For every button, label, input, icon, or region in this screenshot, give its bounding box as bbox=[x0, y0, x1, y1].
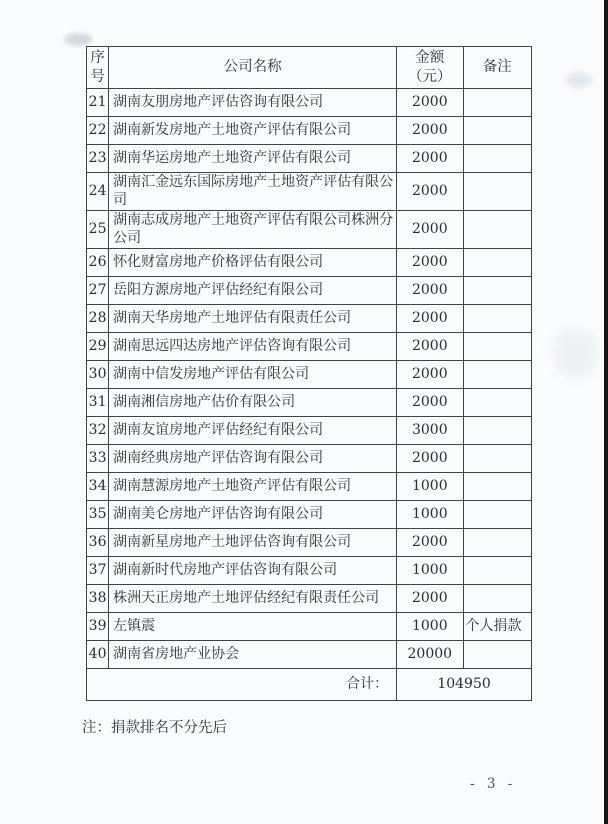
table-row bbox=[87, 145, 532, 173]
company-name-cell: 湖南新时代房地产评估咨询有限公司 bbox=[109, 557, 397, 585]
amount-cell: 2000 bbox=[397, 305, 463, 333]
column-header-company: 公司名称 bbox=[109, 47, 397, 89]
table-row bbox=[87, 333, 532, 361]
remark-cell bbox=[463, 417, 531, 445]
table-row bbox=[87, 389, 532, 417]
company-name-cell: 湖南友谊房地产评估经纪有限公司 bbox=[109, 417, 397, 445]
table-row bbox=[87, 277, 532, 305]
row-index-cell: 39 bbox=[87, 613, 109, 641]
remark-cell bbox=[463, 641, 531, 669]
remark-cell bbox=[463, 501, 531, 529]
row-index-cell: 23 bbox=[87, 145, 109, 173]
column-header-amount bbox=[397, 47, 463, 89]
table-row bbox=[87, 529, 532, 557]
amount-cell: 2000 bbox=[397, 389, 463, 417]
amount-cell: 2000 bbox=[397, 117, 463, 145]
amount-cell: 2000 bbox=[397, 361, 463, 389]
row-index-cell: 24 bbox=[87, 173, 109, 211]
table-row bbox=[87, 613, 532, 641]
company-name-cell: 湖南思远四达房地产评估咨询有限公司 bbox=[109, 333, 397, 361]
table-row bbox=[87, 173, 532, 211]
remark-cell bbox=[463, 249, 531, 277]
row-index-cell: 21 bbox=[87, 89, 109, 117]
scan-smudge-artifact bbox=[566, 72, 592, 88]
remark-cell bbox=[463, 145, 531, 173]
table-row bbox=[87, 585, 532, 613]
company-name-cell: 湖南经典房地产评估咨询有限公司 bbox=[109, 445, 397, 473]
amount-cell: 2000 bbox=[397, 585, 463, 613]
table-header-row bbox=[87, 47, 532, 89]
company-name-cell: 湖南新发房地产土地资产评估有限公司 bbox=[109, 117, 397, 145]
company-name-cell: 湖南友朋房地产评估咨询有限公司 bbox=[109, 89, 397, 117]
remark-cell bbox=[463, 557, 531, 585]
table-row bbox=[87, 501, 532, 529]
table-row bbox=[87, 89, 532, 117]
amount-cell: 2000 bbox=[397, 211, 463, 249]
company-name-cell: 湖南志成房地产土地资产评估有限公司株洲分公司 bbox=[109, 211, 397, 249]
company-name-cell: 岳阳方源房地产评估经纪有限公司 bbox=[109, 277, 397, 305]
row-index-cell: 40 bbox=[87, 641, 109, 669]
company-name-cell: 湖南湘信房地产估价有限公司 bbox=[109, 389, 397, 417]
company-name-cell: 湖南慧源房地产土地资产评估有限公司 bbox=[109, 473, 397, 501]
footnote: 注：捐款排名不分先后 bbox=[82, 720, 227, 736]
company-name-cell: 怀化财富房地产价格评估有限公司 bbox=[109, 249, 397, 277]
amount-cell: 2000 bbox=[397, 249, 463, 277]
company-name-cell: 湖南新星房地产土地评估咨询有限公司 bbox=[109, 529, 397, 557]
page-number: - 3 - bbox=[470, 776, 517, 792]
row-index-cell: 34 bbox=[87, 473, 109, 501]
column-header-amount-line2: （元） bbox=[408, 68, 452, 85]
remark-cell bbox=[463, 585, 531, 613]
remark-cell bbox=[463, 305, 531, 333]
remark-cell bbox=[463, 333, 531, 361]
column-header-remark: 备注 bbox=[463, 47, 531, 89]
table-row bbox=[87, 211, 532, 249]
remark-cell bbox=[463, 361, 531, 389]
company-name-cell: 株洲天正房地产土地评估经纪有限责任公司 bbox=[109, 585, 397, 613]
donation-table bbox=[86, 46, 532, 701]
company-name-cell: 湖南美仑房地产评估咨询有限公司 bbox=[109, 501, 397, 529]
remark-cell bbox=[463, 211, 531, 249]
amount-cell: 1000 bbox=[397, 557, 463, 585]
row-index-cell: 37 bbox=[87, 557, 109, 585]
table-row bbox=[87, 117, 532, 145]
row-index-cell: 35 bbox=[87, 501, 109, 529]
remark-cell bbox=[463, 473, 531, 501]
company-name-cell: 湖南中信发房地产评估有限公司 bbox=[109, 361, 397, 389]
scan-smudge-artifact bbox=[64, 33, 92, 46]
company-name-cell: 湖南天华房地产土地评估有限责任公司 bbox=[109, 305, 397, 333]
table-row bbox=[87, 473, 532, 501]
table-row bbox=[87, 641, 532, 669]
remark-cell bbox=[463, 389, 531, 417]
remark-cell bbox=[463, 445, 531, 473]
company-name-cell: 湖南省房地产业协会 bbox=[109, 641, 397, 669]
table-row bbox=[87, 445, 532, 473]
total-row bbox=[87, 669, 532, 701]
column-header-index: 序号 bbox=[87, 47, 109, 89]
amount-cell: 2000 bbox=[397, 277, 463, 305]
table-body bbox=[87, 89, 532, 669]
amount-cell: 2000 bbox=[397, 333, 463, 361]
row-index-cell: 36 bbox=[87, 529, 109, 557]
table-row bbox=[87, 249, 532, 277]
company-name-cell: 湖南汇金远东国际房地产土地资产评估有限公司 bbox=[109, 173, 397, 211]
amount-cell: 2000 bbox=[397, 445, 463, 473]
row-index-cell: 28 bbox=[87, 305, 109, 333]
table-row bbox=[87, 361, 532, 389]
scan-smudge-artifact bbox=[552, 328, 598, 378]
remark-cell bbox=[463, 173, 531, 211]
total-label: 合计： bbox=[87, 669, 397, 701]
total-value: 104950 bbox=[397, 669, 532, 701]
amount-cell: 3000 bbox=[397, 417, 463, 445]
row-index-cell: 31 bbox=[87, 389, 109, 417]
amount-cell: 2000 bbox=[397, 89, 463, 117]
row-index-cell: 29 bbox=[87, 333, 109, 361]
table-row bbox=[87, 557, 532, 585]
row-index-cell: 25 bbox=[87, 211, 109, 249]
remark-cell: 个人捐款 bbox=[463, 613, 531, 641]
amount-cell: 1000 bbox=[397, 473, 463, 501]
table-row bbox=[87, 305, 532, 333]
row-index-cell: 32 bbox=[87, 417, 109, 445]
amount-cell: 1000 bbox=[397, 501, 463, 529]
row-index-cell: 27 bbox=[87, 277, 109, 305]
amount-cell: 20000 bbox=[397, 641, 463, 669]
company-name-cell: 湖南华运房地产土地资产评估有限公司 bbox=[109, 145, 397, 173]
table-row bbox=[87, 417, 532, 445]
amount-cell: 2000 bbox=[397, 529, 463, 557]
amount-cell: 1000 bbox=[397, 613, 463, 641]
remark-cell bbox=[463, 529, 531, 557]
row-index-cell: 26 bbox=[87, 249, 109, 277]
company-name-cell: 左镇震 bbox=[109, 613, 397, 641]
row-index-cell: 38 bbox=[87, 585, 109, 613]
scan-edge-artifact bbox=[604, 0, 608, 824]
remark-cell bbox=[463, 89, 531, 117]
row-index-cell: 33 bbox=[87, 445, 109, 473]
remark-cell bbox=[463, 117, 531, 145]
row-index-cell: 30 bbox=[87, 361, 109, 389]
row-index-cell: 22 bbox=[87, 117, 109, 145]
column-header-amount-line1: 金额 bbox=[415, 50, 445, 67]
remark-cell bbox=[463, 277, 531, 305]
amount-cell: 2000 bbox=[397, 173, 463, 211]
amount-cell: 2000 bbox=[397, 145, 463, 173]
